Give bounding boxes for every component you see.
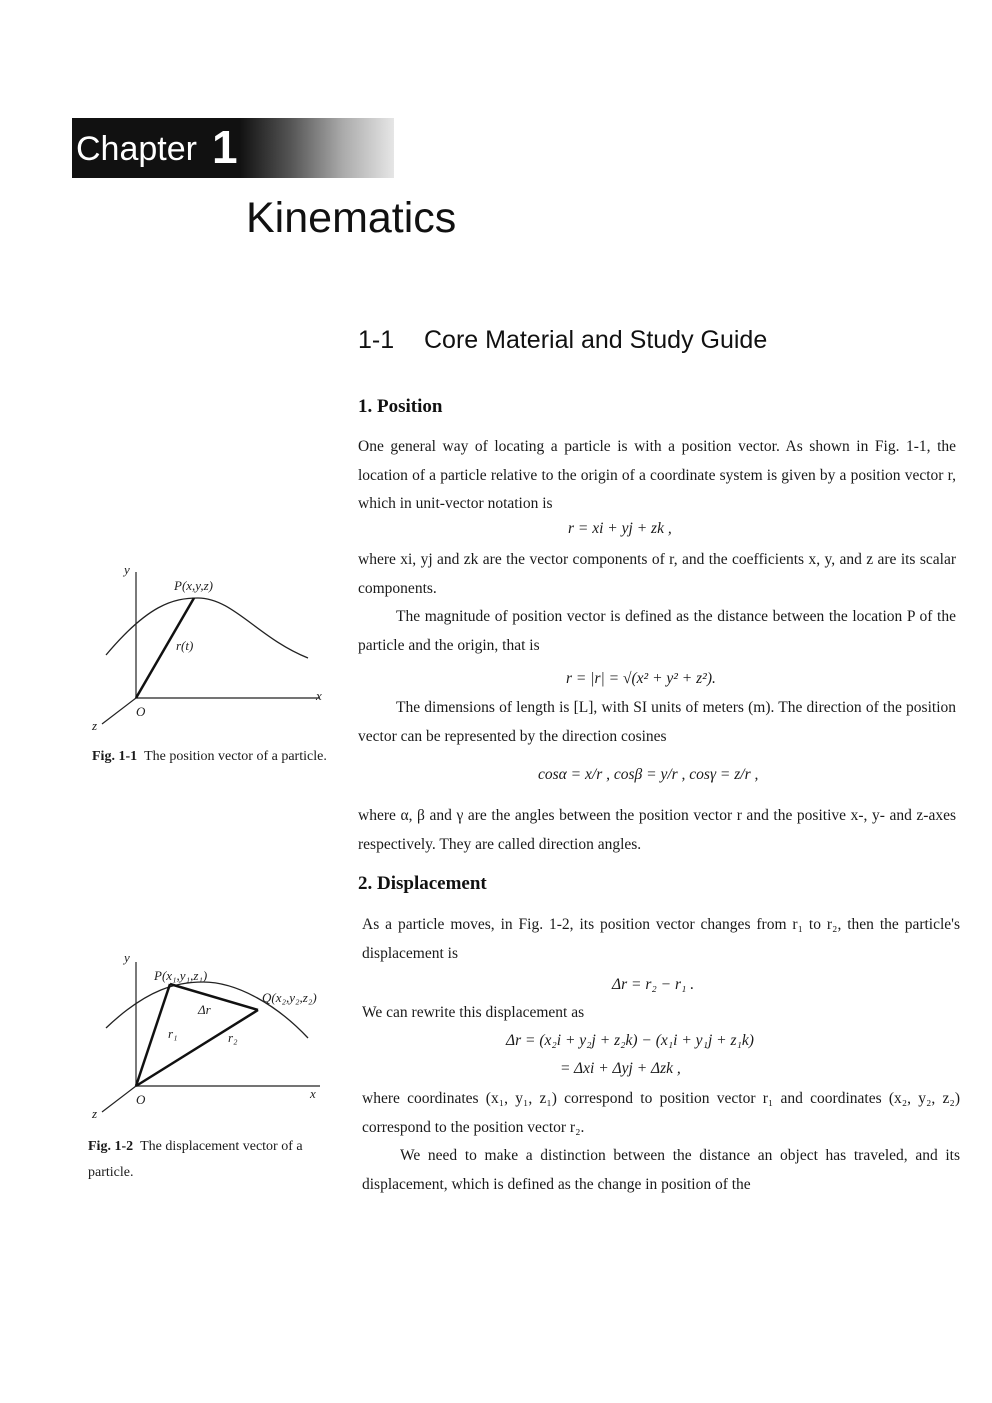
fig1-point-label: P(x,y,z) [174, 578, 213, 593]
fig2-x-label: x [310, 1086, 316, 1101]
fig2-p-label: P(x₁,y₁,z₁) [154, 968, 208, 983]
equation-displacement: Δr = r₂ − r₁ . [612, 976, 695, 993]
r1-vector-arrow [136, 984, 170, 1086]
fig1-y-label: y [124, 562, 130, 577]
fig1-origin-label: O [136, 704, 146, 719]
equation-displacement-components: = Δxi + Δyj + Δzk , [560, 1060, 681, 1077]
chapter-banner [72, 118, 394, 178]
fig2-z-label: z [92, 1106, 98, 1121]
fig1-z-label: z [92, 718, 98, 733]
figure-1-1-label: Fig. 1-1 [92, 749, 138, 764]
section-number: 1-1 [358, 326, 395, 354]
paragraph-magnitude: The magnitude of position vector is defined as the distance between the location P of the particle and the origin, that is [358, 608, 956, 654]
paragraph-position-intro: One general way of locating a particle is with a position vector. As shown in Fig. 1-1, the location of a particle relative to the origin of a coordinate system is given by a position vector r, which in unit-vector notation is [358, 438, 956, 512]
fig2-r2-label: r₂ [228, 1030, 238, 1045]
fig2-q-label: Q(x₂,y₂,z₂) [262, 990, 317, 1005]
figure-1-2-label: Fig. 1-2 [88, 1139, 134, 1154]
fig2-r1-label: r₁ [168, 1026, 178, 1041]
chapter-number: 1 [212, 121, 238, 173]
displacement-vector-arrow [170, 984, 258, 1010]
paragraph-displacement-intro: As a particle moves, in Fig. 1-2, its position vector changes from r₁ to r₂, then the particle's displacement is [362, 916, 960, 962]
equation-displacement-expanded: Δr = (x₂i + y₂j + z₂k) − (x₁i + y₁j + z₁k) [506, 1032, 754, 1049]
chapter-title: Kinematics [246, 194, 457, 242]
figure-1-2-caption [88, 1134, 338, 1186]
subheading-position: 1. Position [358, 396, 443, 417]
paragraph-dimensions: The dimensions of length is [L], with SI units of meters (m). The direction of the position vector can be represented by the direction cosines [358, 699, 956, 745]
figure-displacement-vector [88, 948, 338, 1128]
section-heading [358, 326, 767, 355]
r2-vector-arrow [136, 1010, 258, 1086]
equation-magnitude: r = |r| = √(x² + y² + z²). [566, 670, 716, 687]
equation-direction-cosines: cosα = x/r , cosβ = y/r , cosγ = z/r , [538, 766, 759, 783]
section-title: Core Material and Study Guide [424, 326, 768, 354]
fig2-origin-label: O [136, 1092, 146, 1107]
figure-1-2-text: The displacement vector of a particle. [88, 1139, 303, 1180]
z-axis [102, 1086, 136, 1112]
fig1-vector-label: r(t) [176, 638, 194, 653]
paragraph-vector-components: where xi, yj and zk are the vector components of r, and the coefficients x, y, and z are its scalar components. [358, 551, 956, 597]
fig2-y-label: y [124, 950, 130, 965]
figure-1-1-caption [92, 744, 342, 770]
fig1-x-label: x [316, 688, 322, 703]
z-axis [102, 698, 136, 724]
paragraph-rewrite: We can rewrite this displacement as [362, 1004, 585, 1021]
figure-position-vector [88, 560, 338, 740]
figure-1-1-text: The position vector of a particle. [144, 749, 327, 764]
chapter-label: Chapter [76, 130, 197, 168]
paragraph-distance: We need to make a distinction between the distance an object has traveled, and its displacement, which is defined as the change in position of the [362, 1147, 960, 1193]
equation-position-vector: r = xi + yj + zk , [568, 520, 672, 537]
subheading-displacement: 2. Displacement [358, 873, 487, 894]
paragraph-direction-angles: where α, β and γ are the angles between the position vector r and the positive x-, y- and z-axes respectively. They are called direction angles. [358, 807, 956, 853]
fig2-dr-label: Δr [198, 1002, 211, 1017]
paragraph-coordinates: where coordinates (x₁, y₁, z₁) correspond to position vector r₁ and coordinates (x₂, y₂, z₂) correspond to the position vector r₂. [362, 1090, 960, 1136]
